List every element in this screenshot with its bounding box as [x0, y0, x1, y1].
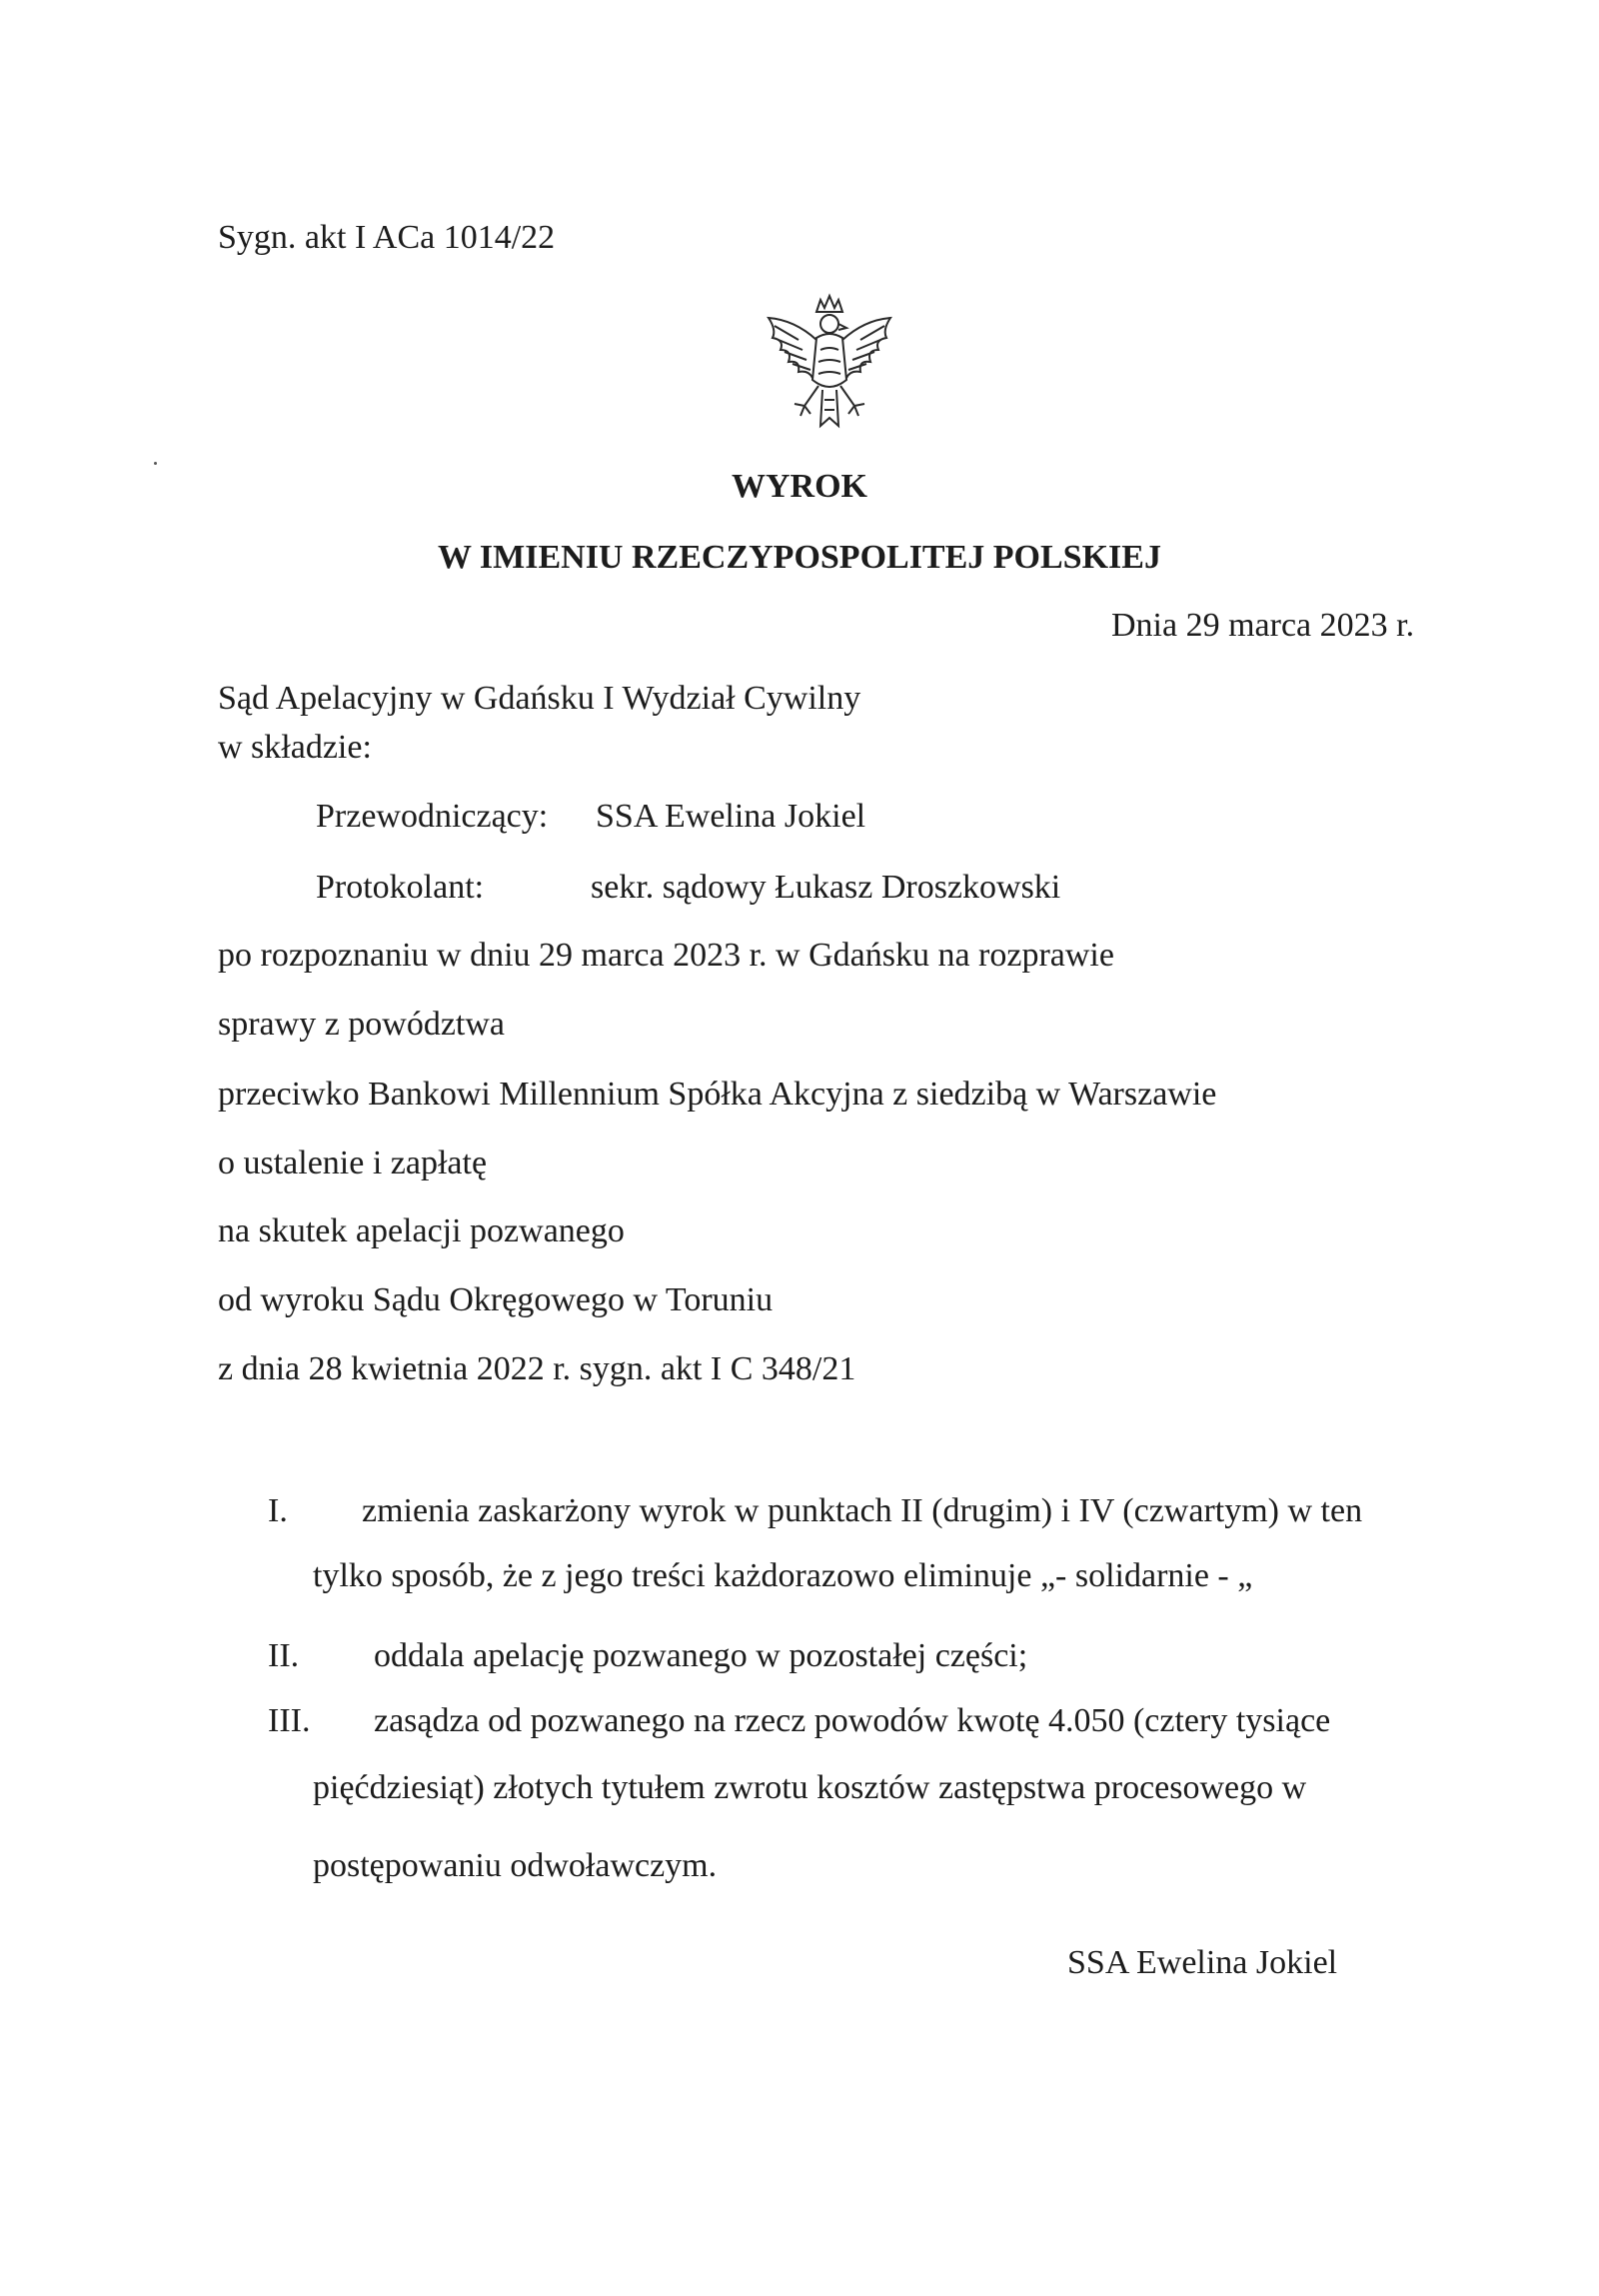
recital-line: od wyroku Sądu Okręgowego w Toruniu [218, 1281, 774, 1318]
recital-line: przeciwko Bankowi Millennium Spółka Akcyjna z siedzibą w Warszawie [218, 1076, 1217, 1113]
court-name: Sąd Apelacyjny w Gdańsku I Wydział Cywilny [218, 680, 861, 717]
scan-speck [154, 462, 157, 465]
ruling-text: zasądza od pozwanego na rzecz powodów kwotę 4.050 (cztery tysiące [374, 1702, 1331, 1739]
presiding-judge-label: Przewodniczący: [316, 798, 549, 835]
polish-eagle-emblem [755, 290, 904, 440]
recital-line: po rozpoznaniu w dniu 29 marca 2023 r. w Gdańsku na rozprawie [218, 937, 1114, 974]
clerk-name: sekr. sądowy Łukasz Droszkowski [591, 869, 1061, 906]
recital-line: na skutek apelacji pozwanego [218, 1212, 625, 1249]
ruling-text: tylko sposób, że z jego treści każdorazowo eliminuje „- solidarnie - „ [313, 1557, 1253, 1594]
clerk-label: Protokolant: [316, 869, 485, 906]
ruling-number: I. [268, 1492, 288, 1529]
ruling-text: pięćdziesiąt) złotych tytułem zwrotu kosztów zastępstwa procesowego w [313, 1769, 1307, 1806]
ruling-text: zmienia zaskarżony wyrok w punktach II (drugim) i IV (czwartym) w ten [362, 1492, 1363, 1529]
ruling-text: postępowaniu odwoławczym. [313, 1847, 718, 1884]
judgment-title: WYROK [732, 468, 867, 505]
ruling-text: oddala apelację pozwanego w pozostałej części; [374, 1637, 1028, 1674]
judgment-date: Dnia 29 marca 2023 r. [1111, 607, 1415, 644]
presiding-judge-name: SSA Ewelina Jokiel [596, 798, 866, 835]
case-reference: Sygn. akt I ACa 1014/22 [218, 219, 556, 256]
signature: SSA Ewelina Jokiel [1067, 1944, 1338, 1981]
ruling-number: III. [268, 1702, 311, 1739]
judgment-subtitle: W IMIENIU RZECZYPOSPOLITEJ POLSKIEJ [438, 539, 1161, 576]
court-composition-label: w składzie: [218, 729, 372, 766]
recital-line: sprawy z powództwa [218, 1006, 506, 1043]
ruling-number: II. [268, 1637, 300, 1674]
recital-line: z dnia 28 kwietnia 2022 r. sygn. akt I C 348/21 [218, 1350, 856, 1387]
recital-line: o ustalenie i zapłatę [218, 1145, 488, 1181]
